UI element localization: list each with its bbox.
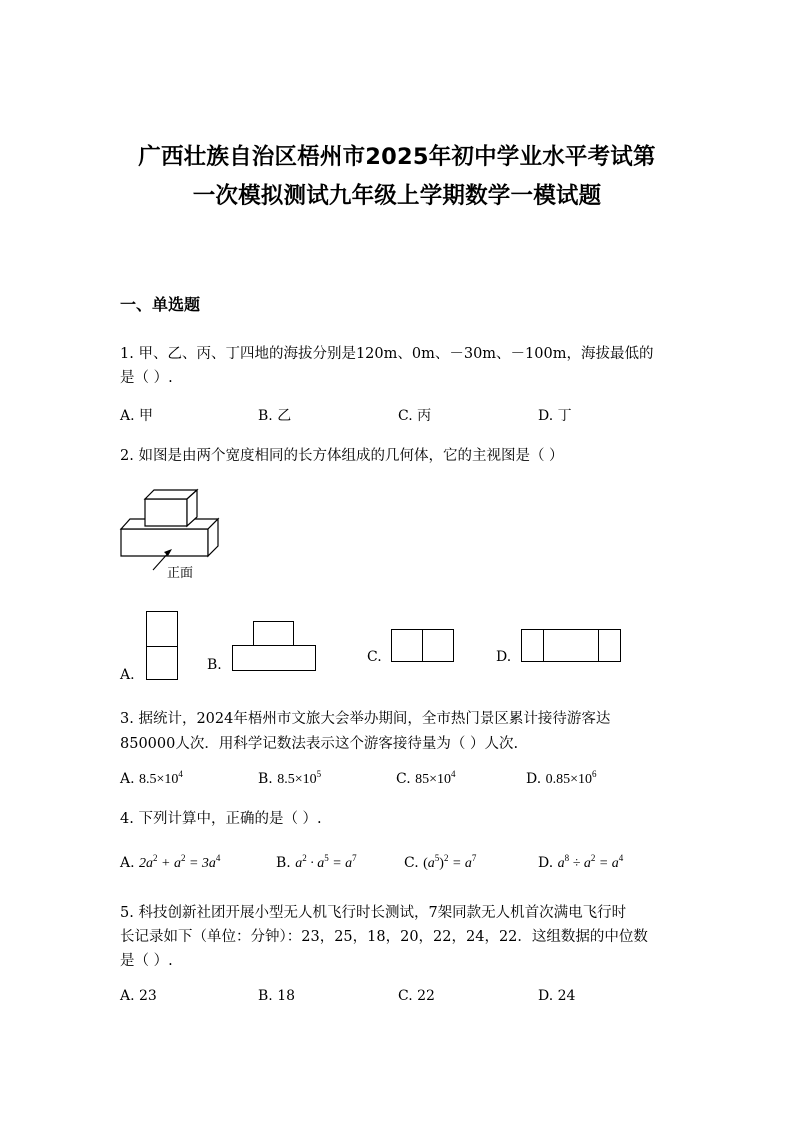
q3-option-a-label: A. (120, 771, 135, 787)
q2-option-d-label: D. (496, 649, 512, 665)
q3-option-c-coef: 85×10 (415, 772, 452, 787)
q2-option-a-top-square (146, 611, 178, 647)
q1-option-c: C. 丙 (398, 408, 432, 424)
q3-option-b-coef: 8.5×10 (277, 772, 317, 787)
q3-option-d (526, 769, 597, 788)
q5-option-a: A. 23 (120, 988, 157, 1004)
q3-option-a (120, 769, 183, 788)
q5-option-d: D. 24 (538, 988, 576, 1004)
q2-option-b-bottom-rect (232, 645, 316, 671)
exam-title (60, 138, 734, 216)
upper-block-front-face (145, 499, 187, 526)
q2-option-c-left-square (391, 629, 423, 662)
q4-option-a-expression: $2a^2 + a^2 = 3a^4$ (139, 853, 221, 871)
title-line-1: 广西壮族自治区梧州市2025年初中学业水平考试第 (138, 144, 656, 170)
q4-option-b-expression: $a^2 \cdot a^5 = a^7$ (295, 853, 357, 871)
q2-front-label: 正面 (167, 566, 194, 581)
q5-option-c: C. 22 (398, 988, 435, 1004)
q1-text-line-1: 1. 甲、乙、丙、丁四地的海拔分别是120m、0m、－30m、－100m，海拔最低的 (120, 346, 654, 362)
q2-option-c-label: C. (367, 649, 382, 665)
q3-option-c (396, 769, 456, 788)
q4-option-c (404, 853, 476, 872)
q4-option-d (538, 853, 623, 872)
q3-option-c-exp: 4 (451, 769, 456, 779)
section-heading: 一、单选题 (120, 295, 201, 314)
q3-option-a-coef: 8.5×10 (139, 772, 179, 787)
q2-option-b-top-rect (253, 621, 294, 646)
q4-option-d-expression: $a^8 \div a^2 = a^4$ (557, 853, 624, 871)
q3-option-c-label: C. (396, 771, 411, 787)
q5-text-line-2: 长记录如下（单位：分钟）：23，25，18，20，22，24，22．这组数据的中位数 (120, 929, 648, 945)
q1-text-line-2: 是（ ）. (120, 370, 173, 386)
q3-option-b (258, 769, 321, 788)
q2-option-a-bottom-square (146, 646, 178, 680)
q2-text: 2. 如图是由两个宽度相同的长方体组成的几何体，它的主视图是（ ） (120, 448, 564, 464)
q2-option-d-rect (521, 629, 621, 662)
q3-option-d-exp: 6 (592, 769, 597, 779)
q3-option-d-label: D. (526, 771, 542, 787)
q2-option-d-divider-left (543, 629, 544, 662)
q2-option-a-label: A. (120, 667, 135, 683)
q2-option-d-divider-right (598, 629, 599, 662)
q5-text-line-1: 5. 科技创新社团开展小型无人机飞行时长测试，7架同款无人机首次满电飞行时 (120, 905, 627, 921)
q1-option-b: B. 乙 (258, 408, 292, 424)
q4-text: 4. 下列计算中，正确的是（ ）. (120, 811, 322, 827)
q5-option-b: B. 18 (258, 988, 296, 1004)
q4-option-a (120, 853, 220, 872)
q1-option-d: D. 丁 (538, 408, 572, 424)
q3-option-b-label: B. (258, 771, 273, 787)
q3-option-a-exp: 4 (178, 769, 183, 779)
q5-text-line-3: 是（ ）. (120, 953, 173, 969)
q1-option-a: A. 甲 (120, 408, 154, 424)
q4-option-d-label: D. (538, 855, 554, 871)
q4-option-b (276, 853, 357, 872)
title-line-2: 一次模拟测试九年级上学期数学一模试题 (192, 183, 602, 209)
q3-text-line-2: 850000人次．用科学记数法表示这个游客接待量为（ ）人次. (120, 736, 519, 752)
q3-option-b-exp: 5 (316, 769, 322, 779)
q4-option-a-label: A. (120, 855, 135, 871)
q3-option-d-coef: 0.85×10 (545, 772, 593, 787)
q3-text-line-1: 3. 据统计，2024年梧州市文旅大会举办期间，全市热门景区累计接待游客达 (120, 711, 611, 727)
q4-option-c-expression: $(a^5)^2 = a^7$ (423, 853, 477, 871)
q2-option-b-label: B. (207, 657, 222, 673)
q4-option-b-label: B. (276, 855, 291, 871)
q4-option-c-label: C. (404, 855, 419, 871)
q2-option-c-right-square (422, 629, 454, 662)
